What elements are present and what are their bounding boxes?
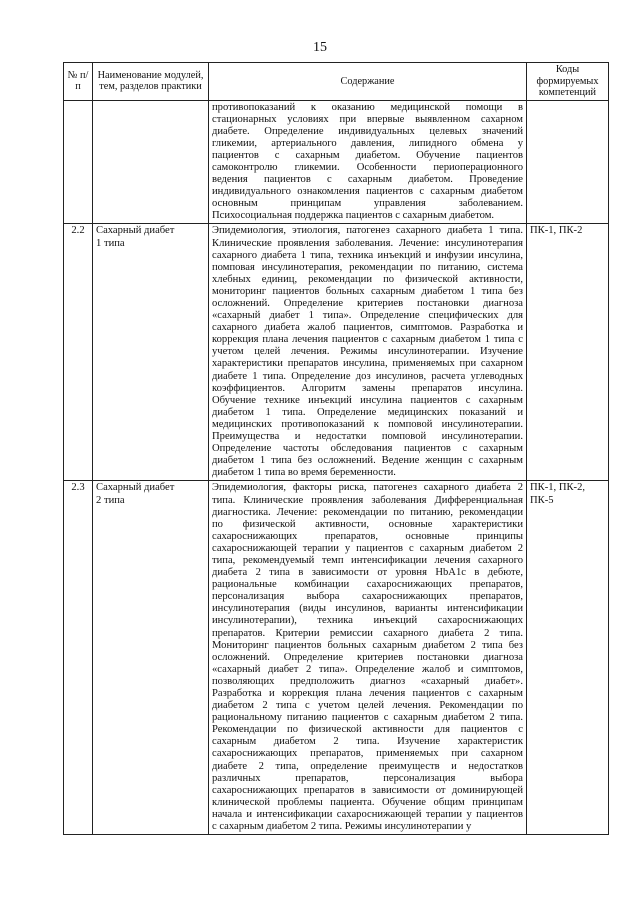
table-header-row: [64, 63, 609, 101]
content-line: основным принципам управления заболеванием.: [212, 198, 523, 210]
content-line: сахарным диабетом 2 типа. Изучение характеристик: [212, 736, 523, 748]
content-line: различных препаратов, персонализация выбора: [212, 772, 523, 784]
content-line: сахарного диабета 1 типа, техника инъекций и инфузии инсулина,: [212, 249, 523, 261]
content-line: медицинских противопоказаний к помповой инсулинотерапии.: [212, 418, 523, 430]
table-row: [64, 481, 609, 835]
content-line: самоконтролю гликемии. Особенности периоперационного: [212, 161, 523, 173]
module-name: [93, 224, 209, 481]
content-line: инсулинотерапия (виды инсулинов, варианты интенсификации: [212, 603, 523, 615]
content-line: стационарных условиях при впервые выявленном сахарном: [212, 113, 523, 125]
content-line: диагностика. Лечение: рекомендации по питанию, рекомендации: [212, 506, 523, 518]
content-line: помповая инсулинотерапия, рекомендации по питанию, система: [212, 261, 523, 273]
content-line: клинической проблемы пациента. Обучение общим принципам: [212, 796, 523, 808]
content-line: мониторинг пациентов больных сахарным диабетом 1 типа без: [212, 285, 523, 297]
content-line: типа. Клинические проявления заболевания Дифференциальная: [212, 494, 523, 506]
content-line: ведения пациентов с сахарным диабетом. Проведение: [212, 174, 523, 186]
content-line: диабетом 2 типа с учетом целей лечения. Рекомендации по: [212, 700, 523, 712]
content-line: инсулинотерапии), техника инъекций сахароснижающих: [212, 615, 523, 627]
content-line: рациональному питанию пациентов с сахарным диабетом 2 типа.: [212, 712, 523, 724]
content-line: коррекция плана лечения пациентов с сахарным диабетом 1 типа с: [212, 334, 523, 346]
content-line: диабетом 1 типа. Определение медицинских показаний и: [212, 406, 523, 418]
header-num: № п/п: [64, 63, 93, 101]
module-name-line: Сахарный диабет: [96, 482, 175, 494]
page-number: 15: [313, 40, 327, 55]
content-line: противопоказаний к оказанию медицинской помощи в: [212, 101, 523, 113]
content-line: позволяющих предположить диагноз «сахарный диабет».: [212, 675, 523, 687]
module-name-line: 1 типа: [96, 237, 125, 249]
content-line: по физической активности, основные характеристики: [212, 518, 523, 530]
module-name: [93, 100, 209, 224]
content-line: сахароснижающих препаратов, применяемых при сахарном: [212, 748, 523, 760]
content-line: пациентов с сахарным диабетом. Обучение пациентов: [212, 149, 523, 161]
content-line: Мониторинг пациентов больных сахарным диабетом 2 типа без: [212, 639, 523, 651]
content-line: сахароснижающих препаратов, основные принципы: [212, 530, 523, 542]
content-line: «сахарный диабет 1 типа». Определение специфических для: [212, 310, 523, 322]
module-name-line: Сахарный диабет: [96, 225, 175, 237]
content-line: Психосоциальная поддержка пациентов с сахарным диабетом.: [212, 210, 495, 222]
content-line: учетом целей лечения. Режимы инсулинотерапии. Изучение: [212, 346, 523, 358]
module-name: [93, 481, 209, 835]
content-line: Обучение технике инъекций инсулина пациентов с сахарным: [212, 394, 523, 406]
content-line: типа, рекомендуемый темп интенсификации лечения сахарного: [212, 554, 523, 566]
content-line: Рекомендации по физической активности для пациентов с: [212, 724, 523, 736]
row-number: [64, 100, 93, 224]
header-codes: Коды формируемых компетенций: [527, 63, 609, 101]
header-content: Содержание: [209, 63, 527, 101]
content-line: персонализация выбора сахароснижающих препаратов,: [212, 591, 523, 603]
content-line: диабетом 1 типа без осложнений. Ведение женщин с сахарным: [212, 455, 523, 467]
row-number: 2.2: [64, 224, 93, 481]
content-line: Определение частоты обследования пациентов с сахарным: [212, 443, 523, 455]
content-line: начала и интенсификации сахароснижающей терапии у пациентов: [212, 808, 523, 820]
module-name-line: 2 типа: [96, 494, 125, 506]
content-line: сахарного диабета жалоб пациентов, симптомов. Разработка и: [212, 322, 523, 334]
content-line: диабета 2 типа в зависимости от уровня HbA1c в дебюте,: [212, 567, 523, 579]
table-row: [64, 224, 609, 481]
content-line: диабетом 1 типа во время беременности.: [212, 467, 396, 479]
content-line: индивидуального ознакомления пациентов с сахарным диабетом: [212, 186, 523, 198]
content-line: сахароснижающей терапии у пациентов с сахарным диабетом 2: [212, 542, 523, 554]
competency-codes: ПК-1, ПК-2: [527, 224, 609, 481]
content-line: коэффициентов. Алгоритм замены препаратов инсулина.: [212, 382, 523, 394]
header-module: Наименование модулей, тем, разделов практики: [93, 63, 209, 101]
competency-codes: [527, 100, 609, 224]
content-line: Преимущества и недостатки помповой инсулинотерапии.: [212, 431, 523, 443]
content-line: хлебных единиц, рекомендации по физической активности,: [212, 273, 523, 285]
content-line: с сахарным диабетом 2 типа. Режимы инсулинотерапии у: [212, 821, 472, 833]
content-line: диабете 1 типа. Определение доз инсулинов, расчета углеводных: [212, 370, 523, 382]
content-line: препаратов. Критерии ремиссии сахарного диабета 2 типа.: [212, 627, 523, 639]
content-line: рациональные комбинации сахароснижающих препаратов,: [212, 579, 523, 591]
module-content: [209, 481, 527, 835]
content-line: осложнений. Определение критериев постановки диагноза: [212, 651, 523, 663]
competency-codes: ПК-1, ПК-2, ПК-5: [527, 481, 609, 835]
curriculum-table: [63, 62, 609, 835]
table-body: [64, 100, 609, 835]
module-content: [209, 100, 527, 224]
table-row: [64, 100, 609, 224]
content-line: сахароснижающих препаратов в зависимости от доминирующей: [212, 784, 523, 796]
content-line: характеристики препаратов инсулина, применяемых при сахарном: [212, 358, 523, 370]
content-line: осложнений. Определение критериев постановки диагноза: [212, 298, 523, 309]
module-content: [209, 224, 527, 481]
content-line: Разработка и коррекция плана лечения пациентов с сахарным: [212, 688, 523, 699]
content-line: диабете. Определение индивидуальных целевых значений: [212, 125, 523, 137]
content-line: «сахарный диабет 2 типа». Определение жалоб и симптомов,: [212, 663, 523, 675]
content-line: Эпидемиология, факторы риска, патогенез сахарного диабета 2: [212, 482, 523, 494]
content-line: Клинические проявления заболевания. Лечение: инсулинотерапия: [212, 237, 523, 249]
content-line: гликемии, артериального давления, липидного обмена у: [212, 137, 523, 149]
content-line: диабете 2 типа, определение преимуществ и недостатков: [212, 760, 523, 772]
content-line: Эпидемиология, этиология, патогенез сахарного диабета 1 типа.: [212, 225, 523, 237]
row-number: 2.3: [64, 481, 93, 835]
